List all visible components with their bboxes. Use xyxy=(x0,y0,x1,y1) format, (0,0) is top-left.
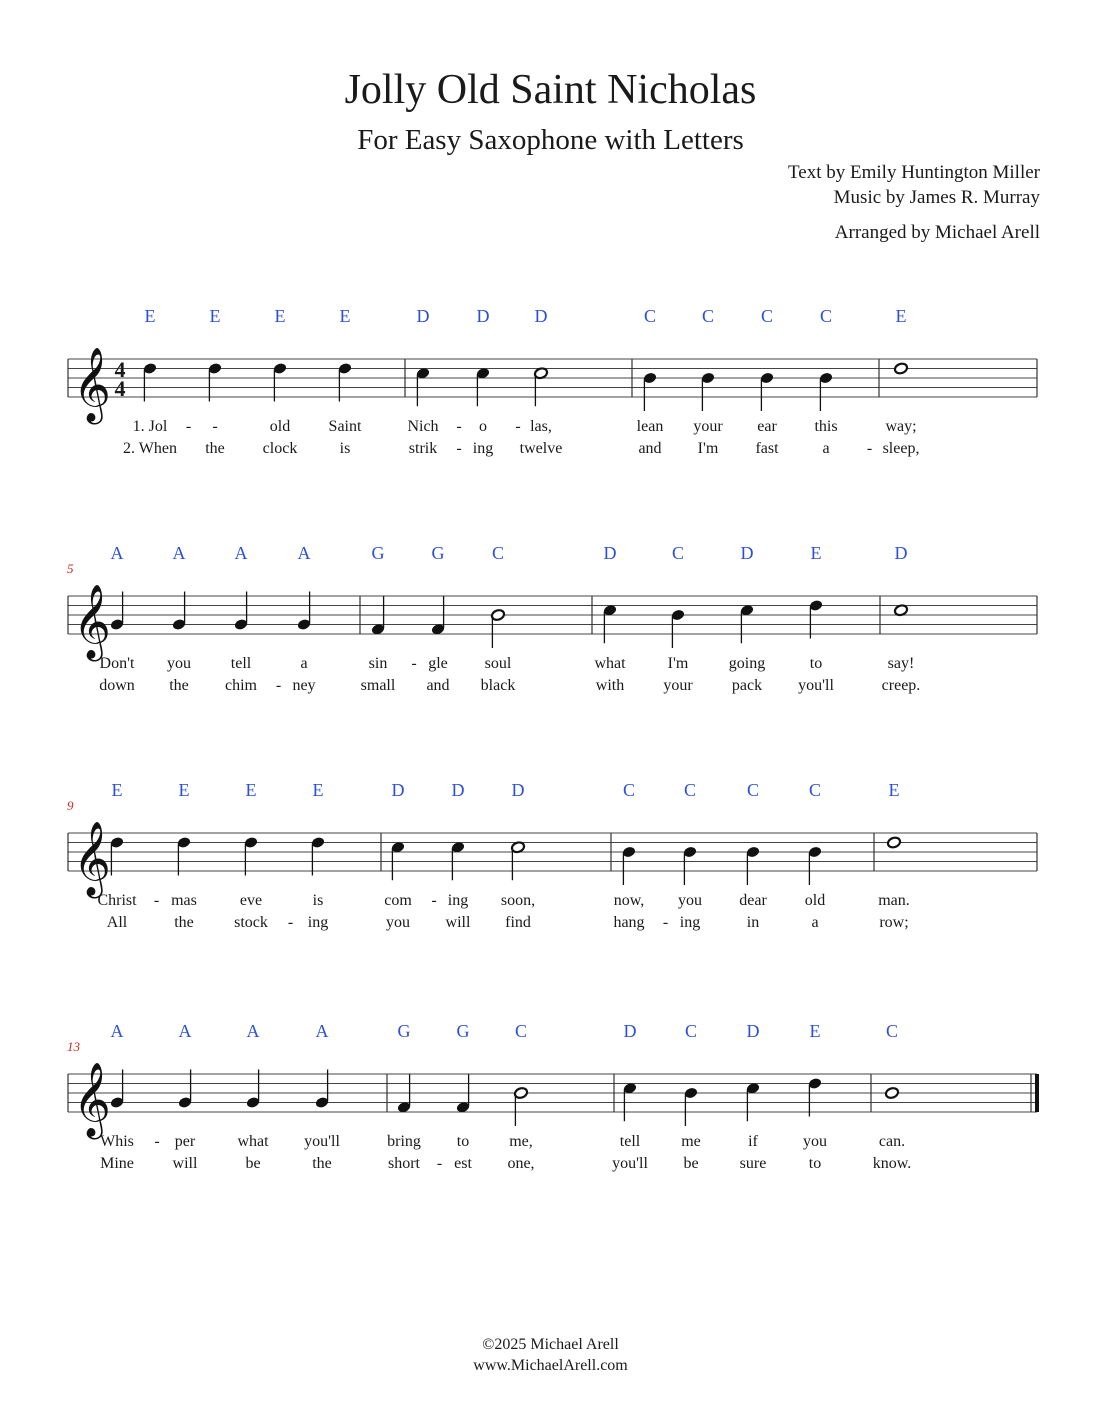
treble-clef-icon: 𝄞 xyxy=(73,348,111,422)
note-letter-label: A xyxy=(110,1021,124,1041)
note-letter-label: A xyxy=(297,543,311,563)
page-title: Jolly Old Saint Nicholas xyxy=(344,67,757,113)
lyric-verse-1: going xyxy=(728,655,766,672)
lyric-verse-1: man. xyxy=(878,892,910,909)
lyric-verse-2: find xyxy=(505,914,531,931)
arranger-credit: Arranged by Michael Arell xyxy=(834,222,1040,243)
note-letter-label: E xyxy=(245,780,257,800)
note-head xyxy=(885,1087,900,1100)
lyric-hyphen: - xyxy=(436,1155,443,1172)
lyric-verse-2: with xyxy=(595,677,625,694)
measure-number: 9 xyxy=(67,798,74,813)
lyric-verse-1: you xyxy=(678,892,702,909)
lyric-verse-1: is xyxy=(312,892,324,909)
lyric-verse-1: to xyxy=(456,1133,470,1150)
lyric-verse-2: est xyxy=(454,1155,472,1172)
lyric-verse-2: All xyxy=(106,914,128,931)
lyric-verse-1: if xyxy=(748,1133,758,1150)
note-letter-label: A xyxy=(110,543,124,563)
lyric-verse-2: will xyxy=(172,1155,198,1172)
lyric-verse-2: and xyxy=(638,440,662,457)
lyric-verse-2: know. xyxy=(872,1155,912,1172)
lyric-verse-2: creep. xyxy=(881,677,921,694)
text-credit: Text by Emily Huntington Miller xyxy=(788,162,1040,183)
note-letter-label: C xyxy=(701,306,715,326)
lyric-verse-1: Christ xyxy=(97,892,137,909)
lyric-hyphen: - xyxy=(154,1133,160,1150)
note-letter-label: E xyxy=(111,780,123,800)
lyric-verse-2: ing xyxy=(472,440,494,457)
treble-clef-icon: 𝄞 xyxy=(73,585,111,659)
note-letter-label: C xyxy=(760,306,774,326)
lyric-verse-2: fast xyxy=(755,440,779,457)
lyric-hyphen: - xyxy=(866,440,873,457)
lyric-hyphen: - xyxy=(287,914,294,931)
lyric-verse-2: you'll xyxy=(612,1155,648,1172)
lyric-verse-2: ney xyxy=(292,677,316,694)
note-letter-label: A xyxy=(172,543,186,563)
lyric-verse-1: Don't xyxy=(99,655,135,672)
lyric-verse-1: sin xyxy=(368,655,388,672)
measure-number: 5 xyxy=(67,561,74,576)
lyric-verse-2: the xyxy=(312,1155,332,1172)
lyric-verse-1: I'm xyxy=(667,655,689,672)
time-signature-denominator: 4 xyxy=(114,376,126,401)
treble-clef-icon: 𝄞 xyxy=(73,1063,111,1137)
note-letter-label: D xyxy=(623,1021,637,1041)
lyric-verse-2: 2. When xyxy=(123,440,177,457)
note-head xyxy=(894,362,909,375)
note-letter-label: E xyxy=(339,306,351,326)
lyric-verse-2: the xyxy=(169,677,189,694)
lyric-verse-1: old xyxy=(269,418,291,435)
music-credit: Music by James R. Murray xyxy=(833,187,1040,208)
lyric-verse-1: soon, xyxy=(500,892,536,909)
note-letter-label: G xyxy=(397,1021,411,1041)
lyric-verse-1: tell xyxy=(230,655,252,672)
lyric-verse-2: your xyxy=(663,677,693,694)
note-letter-label: E xyxy=(888,780,900,800)
lyric-verse-1: las, xyxy=(530,418,552,435)
note-letter-label: C xyxy=(622,780,636,800)
lyric-verse-1: ear xyxy=(757,418,777,435)
lyric-verse-2: a xyxy=(811,914,819,931)
lyric-verse-2: Mine xyxy=(100,1155,134,1172)
lyric-verse-2: be xyxy=(683,1155,699,1172)
note-letter-label: D xyxy=(451,780,465,800)
lyric-verse-1: eve xyxy=(239,892,263,909)
lyric-verse-2: down xyxy=(99,677,135,694)
lyric-verse-2: stock xyxy=(234,914,268,931)
lyric-verse-1: gle xyxy=(428,655,448,672)
lyric-verse-2: a xyxy=(822,440,830,457)
treble-clef-icon: 𝄞 xyxy=(73,822,111,896)
note-letter-label: G xyxy=(371,543,385,563)
lyric-verse-2: you xyxy=(386,914,410,931)
note-letter-label: D xyxy=(391,780,405,800)
lyric-verse-2: sure xyxy=(739,1155,767,1172)
lyric-verse-1: what xyxy=(237,1133,269,1150)
note-letter-label: G xyxy=(456,1021,470,1041)
lyric-verse-1: can. xyxy=(878,1133,906,1150)
lyric-verse-1: Whis xyxy=(100,1133,134,1150)
note-letter-label: C xyxy=(683,780,697,800)
lyric-verse-2: clock xyxy=(262,440,298,457)
note-letter-label: D xyxy=(746,1021,760,1041)
note-letter-label: C xyxy=(643,306,657,326)
note-letter-label: C xyxy=(746,780,760,800)
lyric-verse-1: you'll xyxy=(304,1133,340,1150)
lyric-verse-1: this xyxy=(814,418,838,435)
lyric-verse-1: old xyxy=(804,892,826,909)
note-letter-label: E xyxy=(144,306,156,326)
note-letter-label: D xyxy=(534,306,548,326)
note-letter-label: D xyxy=(603,543,617,563)
lyric-verse-2: ing xyxy=(679,914,701,931)
lyric-verse-1: to xyxy=(809,655,823,672)
lyric-verse-2: is xyxy=(339,440,351,457)
lyric-verse-1: now, xyxy=(613,892,645,909)
lyric-verse-2: I'm xyxy=(697,440,719,457)
lyric-verse-2: sleep, xyxy=(882,440,920,457)
lyric-verse-1: Saint xyxy=(328,418,362,435)
lyric-verse-2: small xyxy=(360,677,396,694)
lyric-hyphen: - xyxy=(185,418,192,435)
lyric-verse-2: ing xyxy=(307,914,329,931)
lyric-verse-2: row; xyxy=(879,914,909,931)
note-letter-label: E xyxy=(312,780,324,800)
lyric-hyphen: - xyxy=(431,892,437,909)
lyric-verse-1: - xyxy=(212,418,218,435)
note-letter-label: C xyxy=(514,1021,528,1041)
lyric-hyphen: - xyxy=(275,677,282,694)
lyric-verse-2: hang xyxy=(613,914,645,931)
lyric-verse-1: dear xyxy=(739,892,767,909)
lyric-verse-2: be xyxy=(245,1155,261,1172)
note-letter-label: A xyxy=(178,1021,192,1041)
lyric-hyphen: - xyxy=(662,914,669,931)
note-letter-label: A xyxy=(234,543,248,563)
lyric-verse-2: strik xyxy=(408,440,438,457)
staff-system xyxy=(68,1063,1039,1140)
note-letter-label: D xyxy=(476,306,490,326)
lyric-verse-1: com xyxy=(384,892,412,909)
note-letter-label: C xyxy=(684,1021,698,1041)
note-letter-label: E xyxy=(895,306,907,326)
lyric-verse-2: short xyxy=(388,1155,420,1172)
lyric-verse-1: a xyxy=(300,655,308,672)
note-head xyxy=(887,836,902,849)
note-letter-label: A xyxy=(315,1021,329,1041)
lyric-hyphen: - xyxy=(153,892,160,909)
lyric-verse-1: Nich xyxy=(407,418,439,435)
lyric-verse-1: you xyxy=(167,655,191,672)
note-letter-label: E xyxy=(274,306,286,326)
staff-system xyxy=(68,348,1037,425)
lyric-verse-1: you xyxy=(803,1133,827,1150)
lyric-verse-2: the xyxy=(205,440,225,457)
note-letter-label: G xyxy=(431,543,445,563)
note-letter-label: D xyxy=(740,543,754,563)
lyric-verse-1: bring xyxy=(387,1133,421,1150)
lyric-verse-2: chim xyxy=(225,677,257,694)
note-letter-label: E xyxy=(810,543,822,563)
note-letter-label: D xyxy=(894,543,908,563)
note-letter-label: E xyxy=(809,1021,821,1041)
lyric-verse-1: 1. Jol xyxy=(132,418,168,435)
note-letter-label: E xyxy=(178,780,190,800)
lyric-hyphen: - xyxy=(456,440,462,457)
final-barline-thick xyxy=(1035,1074,1039,1112)
lyric-verse-2: and xyxy=(426,677,450,694)
note-letter-label: C xyxy=(819,306,833,326)
note-letter-label: D xyxy=(511,780,525,800)
note-letter-label: E xyxy=(209,306,221,326)
note-letter-label: C xyxy=(885,1021,899,1041)
lyric-verse-1: soul xyxy=(484,655,512,672)
lyric-verse-1: me, xyxy=(509,1133,533,1150)
lyric-verse-2: pack xyxy=(731,677,763,694)
lyric-hyphen: - xyxy=(411,655,417,672)
lyric-verse-1: way; xyxy=(885,418,917,435)
lyric-verse-1: per xyxy=(174,1133,196,1150)
lyric-verse-1: tell xyxy=(619,1133,641,1150)
lyric-verse-1: say! xyxy=(887,655,915,672)
lyric-verse-1: mas xyxy=(171,892,197,909)
lyric-verse-2: twelve xyxy=(519,440,563,457)
lyric-verse-2: in xyxy=(746,914,760,931)
website-text: www.MichaelArell.com xyxy=(473,1357,628,1374)
note-letter-label: A xyxy=(246,1021,260,1041)
time-signature-numerator: 4 xyxy=(114,357,126,382)
lyric-hyphen: - xyxy=(456,418,462,435)
lyric-verse-2: one, xyxy=(507,1155,535,1172)
staff-system xyxy=(68,585,1037,662)
lyric-verse-1: me xyxy=(681,1133,701,1150)
lyric-verse-2: to xyxy=(808,1155,822,1172)
copyright-text: ©2025 Michael Arell xyxy=(482,1336,619,1353)
lyric-verse-1: your xyxy=(693,418,723,435)
staff-system xyxy=(68,822,1037,899)
note-letter-label: C xyxy=(491,543,505,563)
lyric-verse-2: the xyxy=(174,914,194,931)
lyric-hyphen: - xyxy=(515,418,521,435)
lyric-verse-1: ing xyxy=(447,892,469,909)
lyric-verse-1: lean xyxy=(636,418,664,435)
lyric-verse-1: o xyxy=(479,418,487,435)
note-letter-label: D xyxy=(416,306,430,326)
note-letter-label: C xyxy=(808,780,822,800)
measure-number: 13 xyxy=(67,1039,80,1054)
page-subtitle: For Easy Saxophone with Letters xyxy=(357,124,744,156)
lyric-verse-2: black xyxy=(480,677,516,694)
note-letter-label: C xyxy=(671,543,685,563)
lyric-verse-2: you'll xyxy=(798,677,834,694)
lyric-verse-1: what xyxy=(594,655,626,672)
lyric-verse-2: will xyxy=(445,914,471,931)
